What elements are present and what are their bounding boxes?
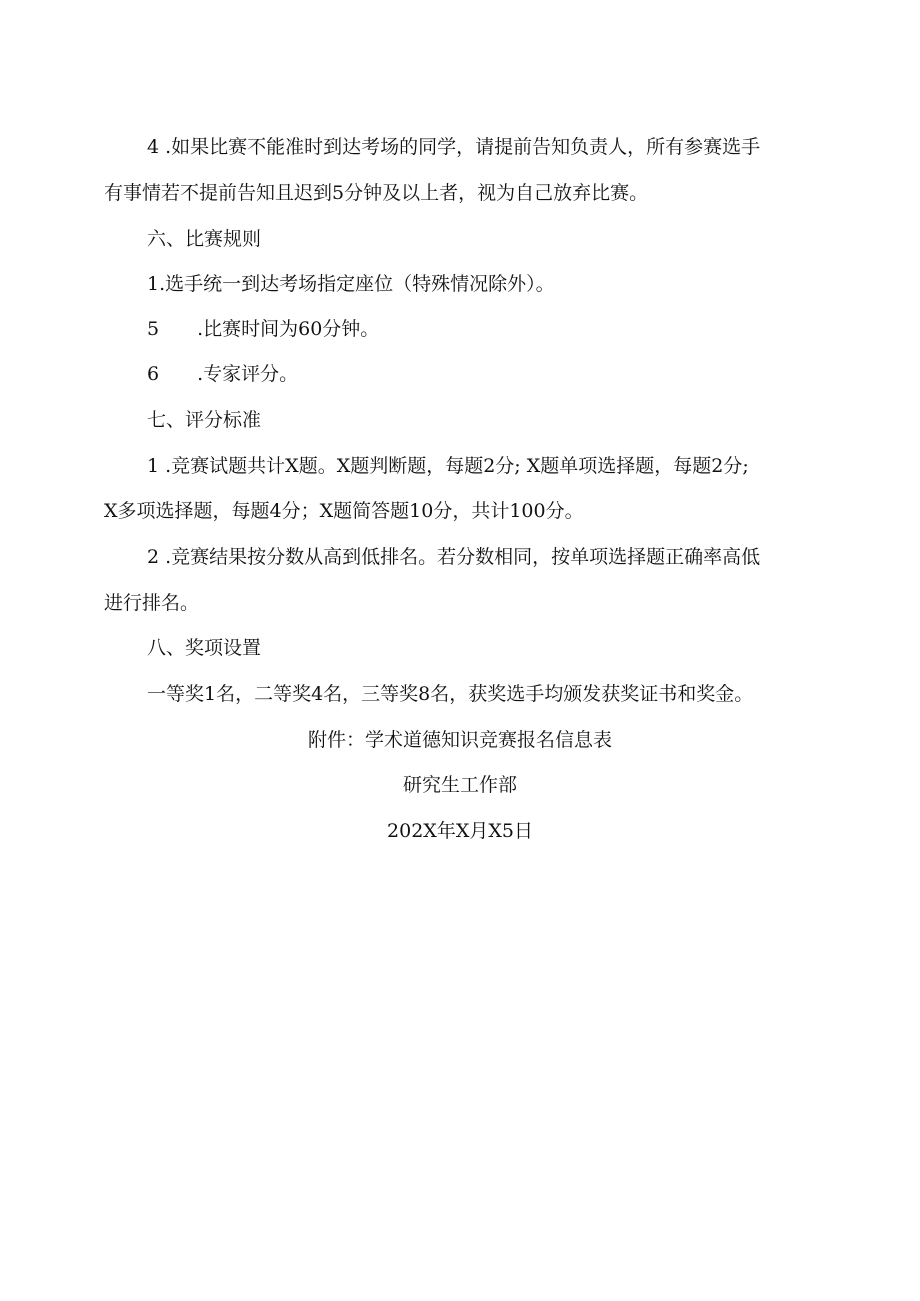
paragraph-p4-line2: 有事情若不提前告知且迟到5分钟及以上者，视为自己放弃比赛。 [104,182,649,204]
issuing-department: 研究生工作部 [402,774,517,796]
section-8-title: 八、奖项设置 [147,637,262,659]
score-2-line2: 进行排名。 [104,592,200,614]
issue-date: 202X年X月X5日 [387,820,533,842]
rule-5 [147,317,920,341]
attachment-note: 附件：学术道德知识竞赛报名信息表 [307,729,612,751]
rule-6-number: 6 [147,363,160,385]
rule-1: 1.选手统一到达考场指定座位（特殊情况除外）。 [147,273,555,295]
score-1-line1: 1 .竞赛试题共计X题。X题判断题，每题2分; X题单项选择题，每题2分; [147,455,749,477]
rule-5-text: .比赛时间为60分钟。 [197,318,380,340]
rule-6-text: .专家评分。 [197,363,299,385]
section-7-title: 七、评分标准 [147,409,262,431]
section-6-title: 六、比赛规则 [147,228,262,250]
awards-text: 一等奖1名，二等奖4名，三等奖8名，获奖选手均颁发获奖证书和奖金。 [147,683,754,705]
rule-6 [147,362,920,386]
score-2-line1: 2 .竞赛结果按分数从高到低排名。若分数相同，按单项选择题正确率高低 [147,546,761,568]
paragraph-p4-line1: 4 .如果比赛不能准时到达考场的同学，请提前告知负责人，所有参赛选手 [147,136,761,158]
rule-5-number: 5 [147,318,160,340]
score-1-line2: X多项选择题，每题4分；X题简答题10分，共计100分。 [104,500,584,522]
